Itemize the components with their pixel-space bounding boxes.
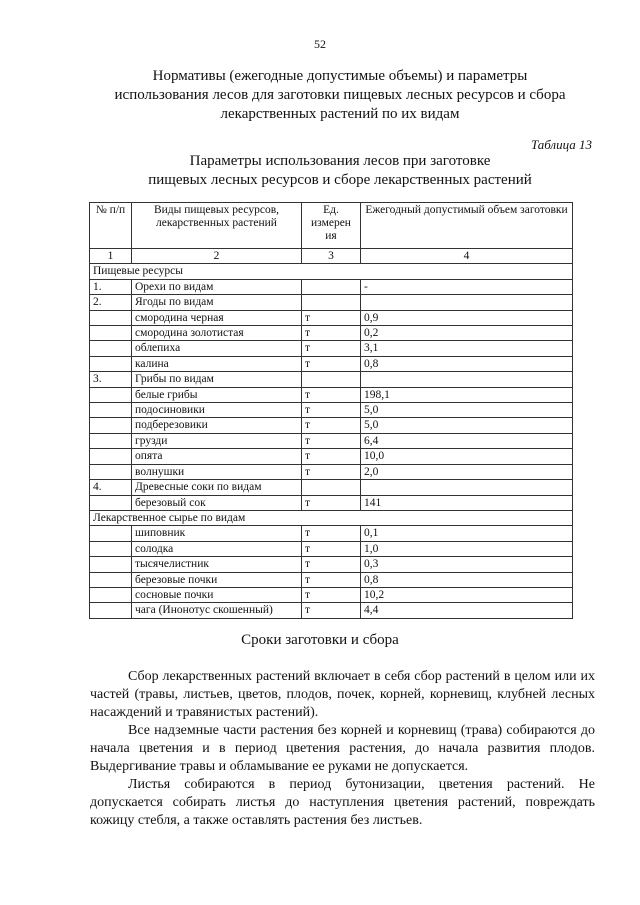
title-line: Нормативы (ежегодные допустимые объемы) и параметры (152, 68, 528, 84)
table-row (90, 572, 573, 587)
cell-unit: т (302, 403, 361, 418)
cell-value (361, 480, 573, 495)
cell-name: березовый сок (132, 495, 302, 510)
column-number: 1 (90, 249, 132, 264)
table-row (90, 387, 573, 402)
cell-value: 5,0 (361, 418, 573, 433)
cell-value: 0,3 (361, 557, 573, 572)
cell-number: 3. (90, 372, 132, 387)
cell-value (361, 295, 573, 310)
body-text (90, 668, 595, 830)
cell-name: Древесные соки по видам (132, 480, 302, 495)
cell-value: 10,2 (361, 587, 573, 602)
cell-value: 1,0 (361, 541, 573, 556)
table-row (90, 464, 573, 479)
cell-name: сосновые почки (132, 587, 302, 602)
column-number: 2 (132, 249, 302, 264)
cell-name: солодка (132, 541, 302, 556)
table-row (90, 279, 573, 294)
cell-name: березовые почки (132, 572, 302, 587)
table-row (90, 480, 573, 495)
cell-name: смородина черная (132, 310, 302, 325)
table-label: Таблица 13 (530, 137, 592, 152)
cell-name: тысячелистник (132, 557, 302, 572)
table-row (90, 356, 573, 371)
cell-value: 198,1 (361, 387, 573, 402)
table-row (90, 495, 573, 510)
table-row (90, 403, 573, 418)
cell-name: Орехи по видам (132, 279, 302, 294)
cell-number (90, 341, 132, 356)
table-section-row (90, 264, 573, 279)
table-row (90, 433, 573, 448)
cell-unit: т (302, 310, 361, 325)
cell-value: - (361, 279, 573, 294)
cell-number (90, 418, 132, 433)
cell-value: 0,9 (361, 310, 573, 325)
parameters-table (89, 202, 573, 619)
cell-name: волнушки (132, 464, 302, 479)
cell-unit: т (302, 418, 361, 433)
table-row (90, 418, 573, 433)
header-cell-volume: Ежегодный допустимый объем заготовки (361, 203, 573, 249)
cell-unit: т (302, 587, 361, 602)
cell-name: опята (132, 449, 302, 464)
cell-unit: т (302, 341, 361, 356)
cell-number (90, 541, 132, 556)
table-row (90, 449, 573, 464)
cell-unit (302, 295, 361, 310)
cell-unit: т (302, 433, 361, 448)
cell-name: белые грибы (132, 387, 302, 402)
cell-unit: т (302, 603, 361, 618)
cell-unit: т (302, 541, 361, 556)
table-row (90, 295, 573, 310)
table-title-line: Параметры использования лесов при заготовке (189, 153, 491, 169)
section-heading: Сроки заготовки и сбора (241, 632, 399, 648)
table-row (90, 557, 573, 572)
cell-number (90, 433, 132, 448)
cell-unit: т (302, 326, 361, 341)
table-row (90, 310, 573, 325)
cell-number (90, 310, 132, 325)
cell-unit: т (302, 495, 361, 510)
cell-number (90, 495, 132, 510)
header-cell-number: № п/п (90, 203, 132, 249)
cell-number (90, 356, 132, 371)
cell-value: 6,4 (361, 433, 573, 448)
cell-value: 3,1 (361, 341, 573, 356)
table-header-row (90, 203, 573, 249)
cell-name: Ягоды по видам (132, 295, 302, 310)
cell-value: 0,1 (361, 526, 573, 541)
paragraph: Сбор лекарственных растений включает в себя сбор растений в целом или их частей (травы, листьев, цветов, плодов, почек, корней, корневищ, клубней лесных насаждений и травянистых растений). (90, 669, 595, 720)
table-row (90, 372, 573, 387)
paragraph: Все надземные части растения без корней и корневищ (трава) собираются до начала цветения и в период цветения растения, до начала развития плодов. Выдергивание травы и обламывание ее руками не допускается. (90, 723, 595, 774)
column-number: 3 (302, 249, 361, 264)
cell-unit: т (302, 526, 361, 541)
cell-unit: т (302, 387, 361, 402)
cell-value: 0,8 (361, 572, 573, 587)
cell-number: 1. (90, 279, 132, 294)
cell-name: смородина золотистая (132, 326, 302, 341)
cell-name: подберезовики (132, 418, 302, 433)
table-body (90, 264, 573, 618)
cell-name: подосиновики (132, 403, 302, 418)
cell-value: 0,2 (361, 326, 573, 341)
table-row (90, 587, 573, 602)
cell-value: 141 (361, 495, 573, 510)
document-title (70, 67, 610, 124)
cell-unit: т (302, 449, 361, 464)
header-cell-unit: Ед. измерен ия (302, 203, 361, 249)
header-cell-type: Виды пищевых ресурсов, лекарственных растений (132, 203, 302, 249)
cell-number (90, 449, 132, 464)
cell-number (90, 464, 132, 479)
cell-number (90, 526, 132, 541)
cell-number (90, 603, 132, 618)
cell-name: облепиха (132, 341, 302, 356)
table-title-line: пищевых лесных ресурсов и сборе лекарственных растений (148, 172, 532, 188)
paragraph: Листья собираются в период бутонизации, цветения растений. Не допускается собирать листья до наступления цветения растений, повреждать кожицу стебля, а также оставлять растения без листьев. (90, 777, 595, 828)
cell-name: грузди (132, 433, 302, 448)
cell-value: 10,0 (361, 449, 573, 464)
cell-number (90, 403, 132, 418)
section-cell: Лекарственное сырье по видам (90, 510, 573, 525)
table-title (70, 152, 610, 190)
cell-number (90, 572, 132, 587)
cell-number (90, 587, 132, 602)
cell-unit: т (302, 572, 361, 587)
cell-value: 5,0 (361, 403, 573, 418)
cell-number (90, 326, 132, 341)
cell-number (90, 557, 132, 572)
cell-number: 4. (90, 480, 132, 495)
cell-unit: т (302, 557, 361, 572)
table-row (90, 526, 573, 541)
cell-unit: т (302, 464, 361, 479)
table-row (90, 326, 573, 341)
title-line: лекарственных растений по их видам (220, 106, 460, 122)
section-cell: Пищевые ресурсы (90, 264, 573, 279)
cell-number: 2. (90, 295, 132, 310)
cell-name: шиповник (132, 526, 302, 541)
page-number: 52 (314, 37, 326, 51)
title-line: использования лесов для заготовки пищевых лесных ресурсов и сбора (114, 87, 566, 103)
column-number-row (90, 249, 573, 264)
cell-unit (302, 372, 361, 387)
cell-unit (302, 480, 361, 495)
cell-value: 4,4 (361, 603, 573, 618)
cell-value (361, 372, 573, 387)
column-number: 4 (361, 249, 573, 264)
cell-name: калина (132, 356, 302, 371)
cell-value: 0,8 (361, 356, 573, 371)
table-row (90, 541, 573, 556)
cell-number (90, 387, 132, 402)
cell-unit: т (302, 356, 361, 371)
table-row (90, 603, 573, 618)
table-row (90, 341, 573, 356)
cell-value: 2,0 (361, 464, 573, 479)
table-section-row (90, 510, 573, 525)
cell-name: чага (Инонотус скошенный) (132, 603, 302, 618)
cell-unit (302, 279, 361, 294)
cell-name: Грибы по видам (132, 372, 302, 387)
